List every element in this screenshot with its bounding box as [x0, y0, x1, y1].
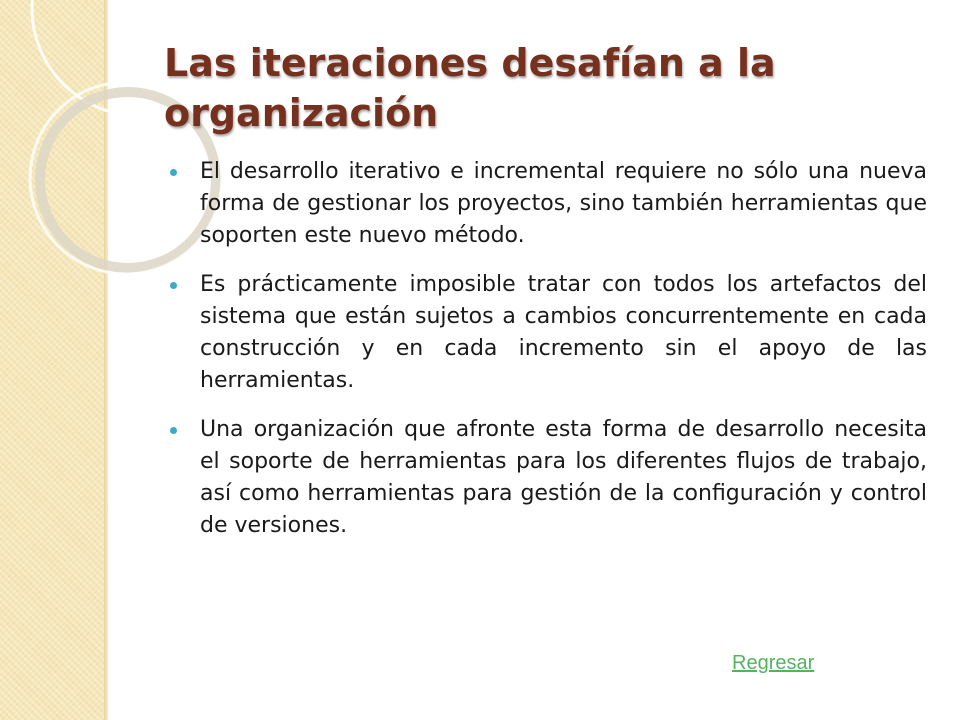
bullet-item — [170, 269, 927, 397]
bullet-item — [170, 156, 927, 252]
bullet-text: Una organización que afronte esta forma de desarrollo necesita el soporte de herramientas para los diferentes flujos de trabajo, así como herramientas para gestión de la configuración y control de versiones. — [200, 417, 927, 538]
bullet-dot-icon — [170, 282, 177, 289]
bullet-text: Es prácticamente imposible tratar con todos los artefactos del sistema que están sujetos a cambios concurrentemente en cada construcción y en cada incremento sin el apoyo de las herramientas. — [200, 272, 927, 393]
bullet-item — [170, 414, 927, 542]
slide-title: Las iteraciones desafían a la organización — [164, 41, 776, 135]
bullet-text: El desarrollo iterativo e incremental requiere no sólo una nueva forma de gestionar los proyectos, sino también herramientas que soporten este nuevo método. — [200, 159, 927, 248]
bullet-dot-icon — [170, 169, 177, 176]
bullet-dot-icon — [170, 427, 177, 434]
bullet-list — [170, 156, 927, 559]
back-link[interactable]: Regresar — [732, 652, 815, 674]
